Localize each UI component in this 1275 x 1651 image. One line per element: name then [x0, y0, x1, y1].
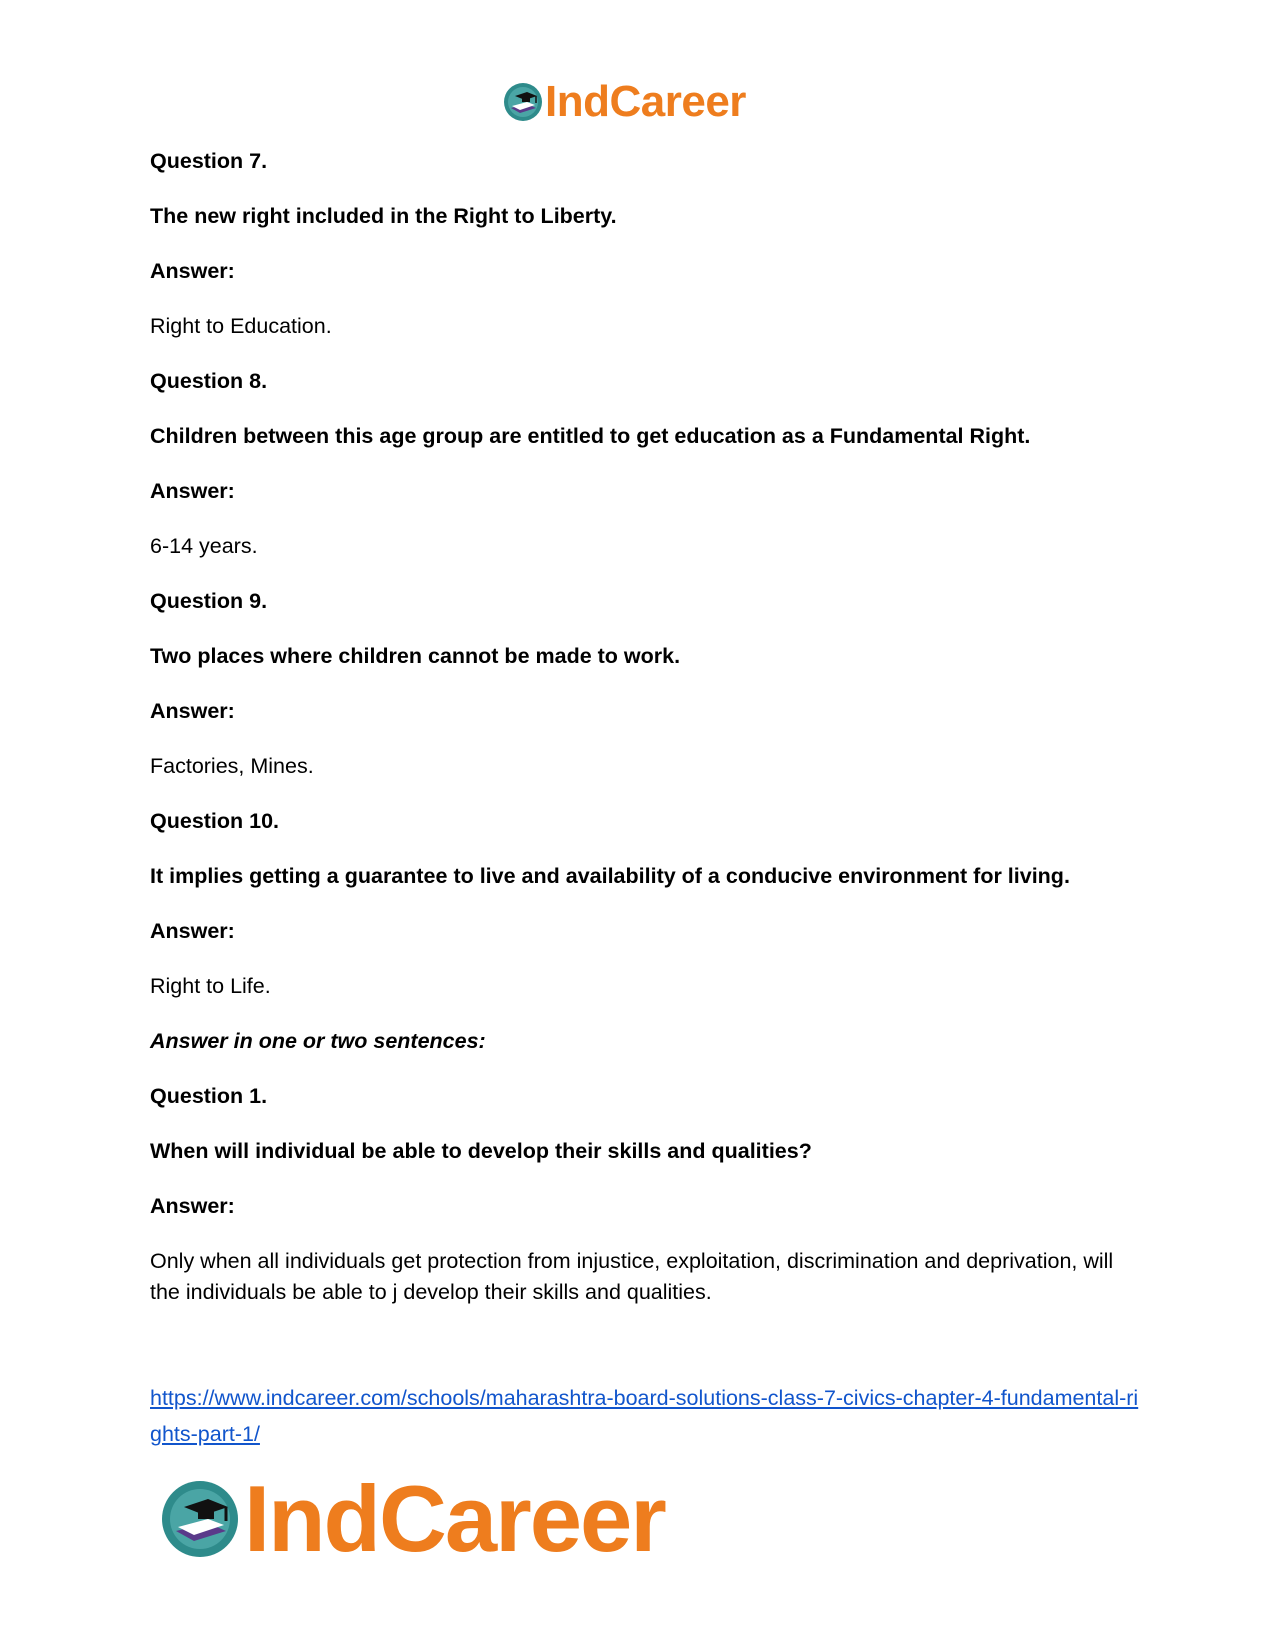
- answer-label: Answer:: [150, 259, 235, 283]
- question-10-text: It implies getting a guarantee to live and availability of a conducive environment for living.: [150, 864, 1070, 888]
- footer-logo: [160, 1466, 665, 1571]
- answer-label: Answer:: [150, 699, 235, 723]
- source-link-block: [150, 1380, 1150, 1452]
- answer-10-text: Right to Life.: [150, 974, 271, 998]
- header-logo: [503, 77, 746, 126]
- answer-label: Answer:: [150, 479, 235, 503]
- question-8-text: Children between this age group are entitled to get education as a Fundamental Right.: [150, 424, 1031, 448]
- graduation-book-icon: [160, 1479, 240, 1559]
- answer-8-text: 6-14 years.: [150, 534, 258, 558]
- question-1-label: Question 1.: [150, 1084, 268, 1108]
- question-1-text: When will individual be able to develop their skills and qualities?: [150, 1139, 812, 1163]
- question-7-text: The new right included in the Right to Liberty.: [150, 204, 617, 228]
- answer-7-text: Right to Education.: [150, 314, 332, 338]
- graduation-book-icon: [503, 82, 543, 122]
- logo-text: IndCareer: [545, 77, 746, 126]
- question-8-label: Question 8.: [150, 369, 268, 393]
- answer-label: Answer:: [150, 1194, 235, 1218]
- question-9-text: Two places where children cannot be made to work.: [150, 644, 681, 668]
- question-9-label: Question 9.: [150, 589, 268, 613]
- document-body: [150, 146, 1130, 1332]
- source-link[interactable]: https://www.indcareer.com/schools/maharashtra-board-solutions-class-7-civics-chapter-4-fundamental-rights-part-1/: [150, 1386, 1139, 1446]
- question-10-label: Question 10.: [150, 809, 280, 833]
- answer-9-text: Factories, Mines.: [150, 754, 314, 778]
- answer-label: Answer:: [150, 919, 235, 943]
- answer-1-text: Only when all individuals get protection from injustice, exploitation, discrimination and deprivation, will the individuals be able to j develop their skills and qualities.: [150, 1249, 1114, 1304]
- question-7-label: Question 7.: [150, 149, 268, 173]
- section-heading: Answer in one or two sentences:: [150, 1029, 486, 1053]
- logo-text: IndCareer: [244, 1466, 665, 1571]
